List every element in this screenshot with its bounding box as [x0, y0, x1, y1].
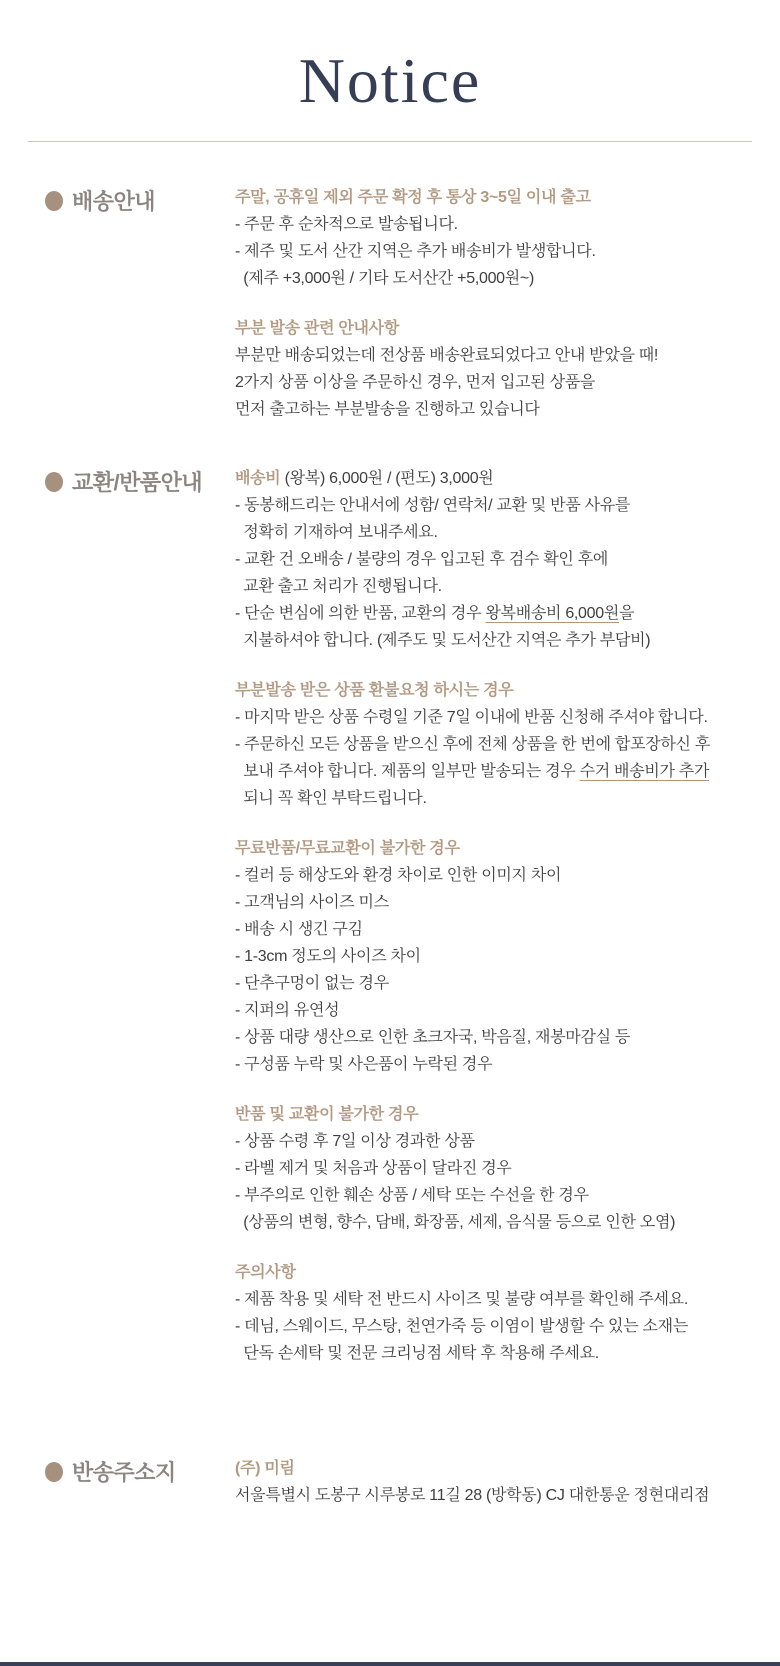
text-line — [235, 731, 760, 758]
text-segment: 을 — [619, 605, 635, 623]
text-segment: 무료반품/무료교환이 불가한 경우 — [235, 840, 460, 858]
text-group — [235, 465, 760, 654]
bullet-icon — [45, 1462, 63, 1482]
text-line — [235, 396, 760, 423]
text-line — [235, 1209, 760, 1236]
text-line — [235, 943, 760, 970]
text-line — [235, 1182, 760, 1209]
text-segment: 단독 손세탁 및 전문 크리닝점 세탁 후 착용해 주세요. — [235, 1345, 599, 1363]
text-group — [235, 677, 760, 812]
text-line — [235, 889, 760, 916]
text-segment: - 동봉해드리는 안내서에 성함/ 연락처/ 교환 및 반품 사유를 — [235, 497, 631, 515]
bullet-icon — [45, 191, 63, 211]
text-segment: 부분만 배송되었는데 전상품 배송완료되었다고 안내 받았을 때! — [235, 347, 659, 365]
text-line — [235, 997, 760, 1024]
section-label — [45, 1455, 235, 1487]
text-segment: 정확히 기재하여 보내주세요. — [235, 524, 438, 542]
text-segment: 2가지 상품 이상을 주문하신 경우, 먼저 입고된 상품을 — [235, 374, 596, 392]
text-segment: - 상품 수령 후 7일 이상 경과한 상품 — [235, 1133, 475, 1151]
section-label-text: 배송안내 — [72, 189, 156, 215]
text-line — [235, 758, 760, 785]
text-line — [235, 916, 760, 943]
text-segment: (상품의 변형, 향수, 담배, 화장품, 세제, 음식물 등으로 인한 오염) — [235, 1214, 676, 1232]
text-line — [235, 1051, 760, 1078]
text-line — [235, 835, 760, 862]
text-group — [235, 315, 760, 423]
text-line — [235, 211, 760, 238]
text-segment: (제주 +3,000원 / 기타 도서산간 +5,000원~) — [235, 270, 534, 288]
text-line — [235, 1155, 760, 1182]
text-segment: - 제품 착용 및 세탁 전 반드시 사이즈 및 불량 여부를 확인해 주세요. — [235, 1291, 688, 1309]
text-segment: - 부주의로 인한 훼손 상품 / 세탁 또는 수선을 한 경우 — [235, 1187, 589, 1205]
text-segment: - 지퍼의 유연성 — [235, 1002, 340, 1020]
text-segment: - 교환 건 오배송 / 불량의 경우 입고된 후 검수 확인 후에 — [235, 551, 609, 569]
text-segment: 되니 꼭 확인 부탁드립니다. — [235, 790, 427, 808]
section-shipping — [45, 184, 760, 423]
text-segment: - 제주 및 도서 산간 지역은 추가 배송비가 발생합니다. — [235, 243, 596, 261]
section-content — [235, 465, 760, 1367]
text-segment: 반품 및 교환이 불가한 경우 — [235, 1106, 419, 1124]
text-segment: (주) 미림 — [235, 1460, 295, 1478]
text-segment: - 주문 후 순차적으로 발송됩니다. — [235, 216, 458, 234]
sections — [0, 142, 780, 1509]
text-line — [235, 315, 760, 342]
text-group — [235, 1259, 760, 1367]
text-segment: - 구성품 누락 및 사은품이 누락된 경우 — [235, 1056, 493, 1074]
text-line — [235, 369, 760, 396]
text-line — [235, 342, 760, 369]
text-group — [235, 1101, 760, 1236]
text-segment: 지불하셔야 합니다. (제주도 및 도서산간 지역은 추가 부담비) — [235, 632, 651, 650]
text-line — [235, 265, 760, 292]
text-segment: 부분 발송 관련 안내사항 — [235, 320, 399, 338]
text-line — [235, 573, 760, 600]
text-line — [235, 1340, 760, 1367]
text-segment: 먼저 출고하는 부분발송을 진행하고 있습니다 — [235, 401, 540, 419]
text-segment: - 고객님의 사이즈 미스 — [235, 894, 389, 912]
text-segment: 서울특별시 도봉구 시루봉로 11길 28 (방학동) CJ 대한통운 정현대리점 — [235, 1487, 710, 1505]
text-segment: - 단순 변심에 의한 반품, 교환의 경우 — [235, 605, 486, 623]
text-segment: - 라벨 제거 및 처음과 상품이 달라진 경우 — [235, 1160, 512, 1178]
text-line — [235, 704, 760, 731]
text-segment: 보내 주셔야 합니다. 제품의 일부만 발송되는 경우 — [235, 763, 580, 781]
text-line — [235, 1259, 760, 1286]
text-line — [235, 862, 760, 889]
text-segment: - 데님, 스웨이드, 무스탕, 천연가죽 등 이염이 발생할 수 있는 소재는 — [235, 1318, 688, 1336]
text-segment: 주말, 공휴일 제외 주문 확정 후 통상 3~5일 이내 출고 — [235, 189, 591, 207]
text-line — [235, 1024, 760, 1051]
text-line — [235, 1482, 760, 1509]
text-line — [235, 184, 760, 211]
text-segment: - 주문하신 모든 상품을 받으신 후에 전체 상품을 한 번에 합포장하신 후 — [235, 736, 710, 754]
section-return-address — [45, 1455, 760, 1509]
text-line — [235, 492, 760, 519]
text-line — [235, 1455, 760, 1482]
section-exchange-return — [45, 465, 760, 1367]
text-line — [235, 1313, 760, 1340]
section-label-text: 교환/반품안내 — [72, 470, 203, 496]
text-line — [235, 970, 760, 997]
text-segment: - 컬러 등 해상도와 환경 차이로 인한 이미지 차이 — [235, 867, 562, 885]
text-line — [235, 785, 760, 812]
text-line — [235, 1101, 760, 1128]
text-segment: - 단추구멍이 없는 경우 — [235, 975, 389, 993]
text-segment: (왕복) 6,000원 / (편도) 3,000원 — [280, 470, 494, 488]
text-line — [235, 1128, 760, 1155]
text-group — [235, 835, 760, 1078]
section-content — [235, 1455, 760, 1509]
text-segment: 왕복배송비 6,000원 — [485, 605, 620, 623]
text-segment: 부분발송 받은 상품 환불요청 하시는 경우 — [235, 682, 514, 700]
text-segment: 수거 배송비가 추가 — [579, 763, 710, 781]
section-label — [45, 465, 235, 497]
text-line — [235, 238, 760, 265]
text-line — [235, 627, 760, 654]
section-label-text: 반송주소지 — [72, 1460, 176, 1486]
text-segment: 교환 출고 처리가 진행됩니다. — [235, 578, 442, 596]
text-segment: - 상품 대량 생산으로 인한 초크자국, 박음질, 재봉마감실 등 — [235, 1029, 631, 1047]
text-line — [235, 519, 760, 546]
text-segment: 주의사항 — [235, 1264, 296, 1282]
bottom-border — [0, 1662, 780, 1666]
text-line — [235, 546, 760, 573]
text-segment: - 1-3cm 정도의 사이즈 차이 — [235, 948, 421, 966]
text-segment: - 마지막 받은 상품 수령일 기준 7일 이내에 반품 신청해 주셔야 합니다. — [235, 709, 708, 727]
text-group — [235, 1455, 760, 1509]
text-line — [235, 465, 760, 492]
text-line — [235, 600, 760, 627]
page-title: Notice — [298, 45, 482, 116]
text-segment: - 배송 시 생긴 구김 — [235, 921, 363, 939]
bullet-icon — [45, 472, 63, 492]
section-content — [235, 184, 760, 423]
text-line — [235, 1286, 760, 1313]
text-segment: 배송비 — [235, 470, 281, 488]
text-line — [235, 677, 760, 704]
text-group — [235, 184, 760, 292]
section-label — [45, 184, 235, 216]
